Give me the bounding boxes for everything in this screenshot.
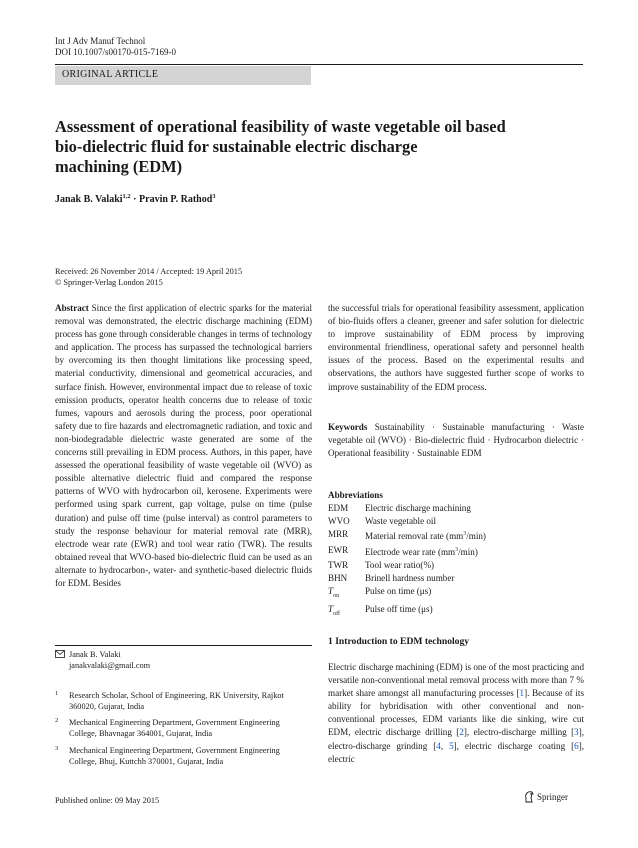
published-online: Published online: 09 May 2015: [55, 796, 160, 805]
intro-text-part: ], electro-discharge milling [: [463, 727, 575, 738]
affiliation-text: Mechanical Engineering Department, Government Engineering College, Bhuj, Kuttchh 370001, Gujarat, India: [69, 746, 280, 767]
received-accepted: Received: 26 November 2014 / Accepted: 19 April 2015: [55, 267, 243, 276]
paper-title: [55, 117, 575, 177]
affiliation-text: Research Scholar, School of Engineering, RK University, Rajkot 360020, Gujarat, India: [69, 691, 284, 712]
affiliation-text: Mechanical Engineering Department, Government Engineering College, Bhavnagar 364001, Gujarat, India: [69, 718, 280, 739]
intro-text-part: ], electro-discharge grinding [: [328, 727, 584, 751]
author-2[interactable]: Pravin P. Rathod: [139, 194, 213, 205]
abbreviation-definition: Material removal rate $(mm^3/\min)$: [365, 531, 486, 542]
abbreviation-term: MRR: [328, 529, 349, 540]
abbreviations-table: [328, 502, 486, 621]
journal-header: [55, 36, 176, 58]
abbreviation-row: [328, 544, 486, 559]
abbreviation-definition: Electric discharge machining: [365, 503, 471, 513]
keywords-label: Keywords: [328, 422, 368, 432]
abbreviation-row: [328, 559, 486, 572]
abbreviation-row: [328, 572, 486, 585]
affiliation-number: 3: [55, 745, 59, 752]
affiliation-number: 2: [55, 717, 59, 724]
intro-text-part: ,: [440, 740, 450, 751]
abbreviation-definition: Pulse off time (μs): [365, 604, 433, 615]
abbreviation-definition: Tool wear ratio(%): [365, 559, 435, 570]
title-line-1: Assessment of operational feasibility of waste vegetable oil based: [55, 117, 506, 136]
footnote-rule: [55, 645, 312, 646]
abbreviation-row: [328, 585, 486, 603]
citation-3[interactable]: 3: [574, 727, 579, 738]
abbreviation-term: $T_{off}$: [328, 604, 340, 618]
introduction-text: [328, 661, 584, 766]
citation-6[interactable]: 6: [574, 740, 579, 751]
abstract: [55, 302, 312, 590]
abstract-label: Abstract: [55, 303, 89, 313]
title-line-3: machining (EDM): [55, 157, 183, 176]
keywords-text: Sustainability · Sustainable manufacturing · Waste vegetable oil (WVO) · Bio-dielectric fluid · Hydrocarbon dielectric · Operational feasibility · Sustainable EDM: [328, 422, 584, 459]
intro-text-part: Electric discharge machining (EDM) is one of the most practicing and versatile non-conventional metal removal process with more than 7 % market share amongst all manufacturing processes [: [328, 662, 584, 699]
journal-name: Int J Adv Manuf Technol: [55, 36, 146, 46]
citation-2[interactable]: 2: [459, 727, 464, 738]
correspondence-name: Janak B. Valaki: [69, 650, 121, 659]
author-1[interactable]: Janak B. Valaki: [55, 194, 123, 205]
abbreviation-term: BHN: [328, 573, 348, 584]
correspondence: [69, 649, 150, 672]
abbreviation-definition: Brinell hardness number: [365, 573, 455, 584]
abbreviation-term: EWR: [328, 544, 349, 555]
abstract-continued: the successful trials for operational feasibility assessment, application of bio-fluids offers a cleaner, greener and safer solution for dielectric to improve sustainability of EDM process by improving environmental friendliness, operational safety and personnel health issues of the process. Based on the experimental results and observations, the authors have suggested further scope of works to improve sustainability of the EDM process.: [328, 303, 584, 392]
author-2-affiliation: 3: [212, 193, 216, 200]
header-rule: [55, 64, 583, 65]
publisher-name: Springer: [537, 792, 568, 802]
abbreviations-heading: Abbreviations: [328, 490, 383, 500]
intro-text-part: ]. Because of its ability for hybridisation with other conventional and non-conventional processes, EDM variants like die sinking, wire cut EDM, electric discharge drilling [: [328, 688, 584, 738]
section-heading-introduction: 1 Introduction to EDM technology: [328, 636, 470, 647]
author-list: [55, 191, 216, 206]
author-separator: ·: [133, 194, 137, 205]
doi[interactable]: DOI 10.1007/s00170-015-7169-0: [55, 47, 176, 57]
abbreviation-definition: Waste vegetable oil: [365, 516, 436, 527]
copyright: © Springer-Verlag London 2015: [55, 278, 163, 287]
abbreviation-row: [328, 502, 486, 515]
publisher-logo: [523, 790, 583, 804]
citation-4[interactable]: 4: [436, 740, 441, 751]
intro-text-part: ], electric discharge coating [: [453, 740, 575, 751]
author-1-affiliation: 1,2: [122, 193, 131, 200]
abbreviation-row: [328, 515, 486, 528]
abbreviation-row: [328, 528, 486, 543]
abbreviation-term: TWR: [328, 559, 349, 570]
article-dates: [55, 266, 242, 288]
intro-text-part: ], electric: [328, 740, 584, 764]
correspondence-email[interactable]: janakvalaki@gmail.com: [69, 661, 151, 671]
abbreviation-term: EDM: [328, 503, 349, 513]
affiliation-number: 1: [55, 690, 59, 697]
keywords: [328, 421, 584, 460]
abbreviation-definition: Electrode wear rate $(mm^3/\min)$: [365, 546, 478, 557]
citation-5[interactable]: 5: [449, 740, 454, 751]
abbreviation-row: [328, 603, 486, 621]
article-type-label: ORIGINAL ARTICLE: [62, 69, 159, 80]
springer-horse-icon: [523, 790, 535, 804]
citation-1[interactable]: 1: [519, 688, 525, 699]
title-line-2: bio-dielectric fluid for sustainable electric discharge: [55, 137, 418, 156]
abbreviation-definition: Pulse on time (μs): [365, 586, 432, 597]
abbreviation-term: $T_{on}$: [328, 586, 340, 600]
envelope-icon: [55, 650, 65, 661]
abbreviation-term: WVO: [328, 516, 350, 527]
abstract-text-left: Since the first application of electric sparks for the material removal was demonstrated, the electric discharge machining (EDM) process has gone through considerable changes in terms of technology and application. The process has surpassed the technological barriers by overcoming its then thought limitations like processing speed, material conductivity, dimensional and geometrical accuracies, and surface finish. However, environmental impact due to release of toxic emission products, operator health concerns due to release of toxic fumes, vapours and aerosols during the process, poor operational safety due to fire hazards and electromagnetic radiation, and toxic and non-biodegradable dielectric waste generated are some of the concerns still prevailing in EDM process. Authors, in this paper, have assessed the operational feasibility of waste vegetable oil (WVO) as possible alternative dielectric fluid and compared the response patterns of WVO with hydrocarbon oil, kerosene. Experiments were performed using spark current, gap voltage, pulse on time (pulse duration) and pulse off time (pulse interval) as control parameters to study the response behaviour for material removal rate (MRR), electrode wear rate (EWR) and tool wear ratio (TWR). The results obtained reveal that WVO-based bio-dielectric fluid can be used as an alternate to hydrocarbon-, water- and synthetic-based dielectric fluids for EDM. Besides: [55, 303, 312, 588]
